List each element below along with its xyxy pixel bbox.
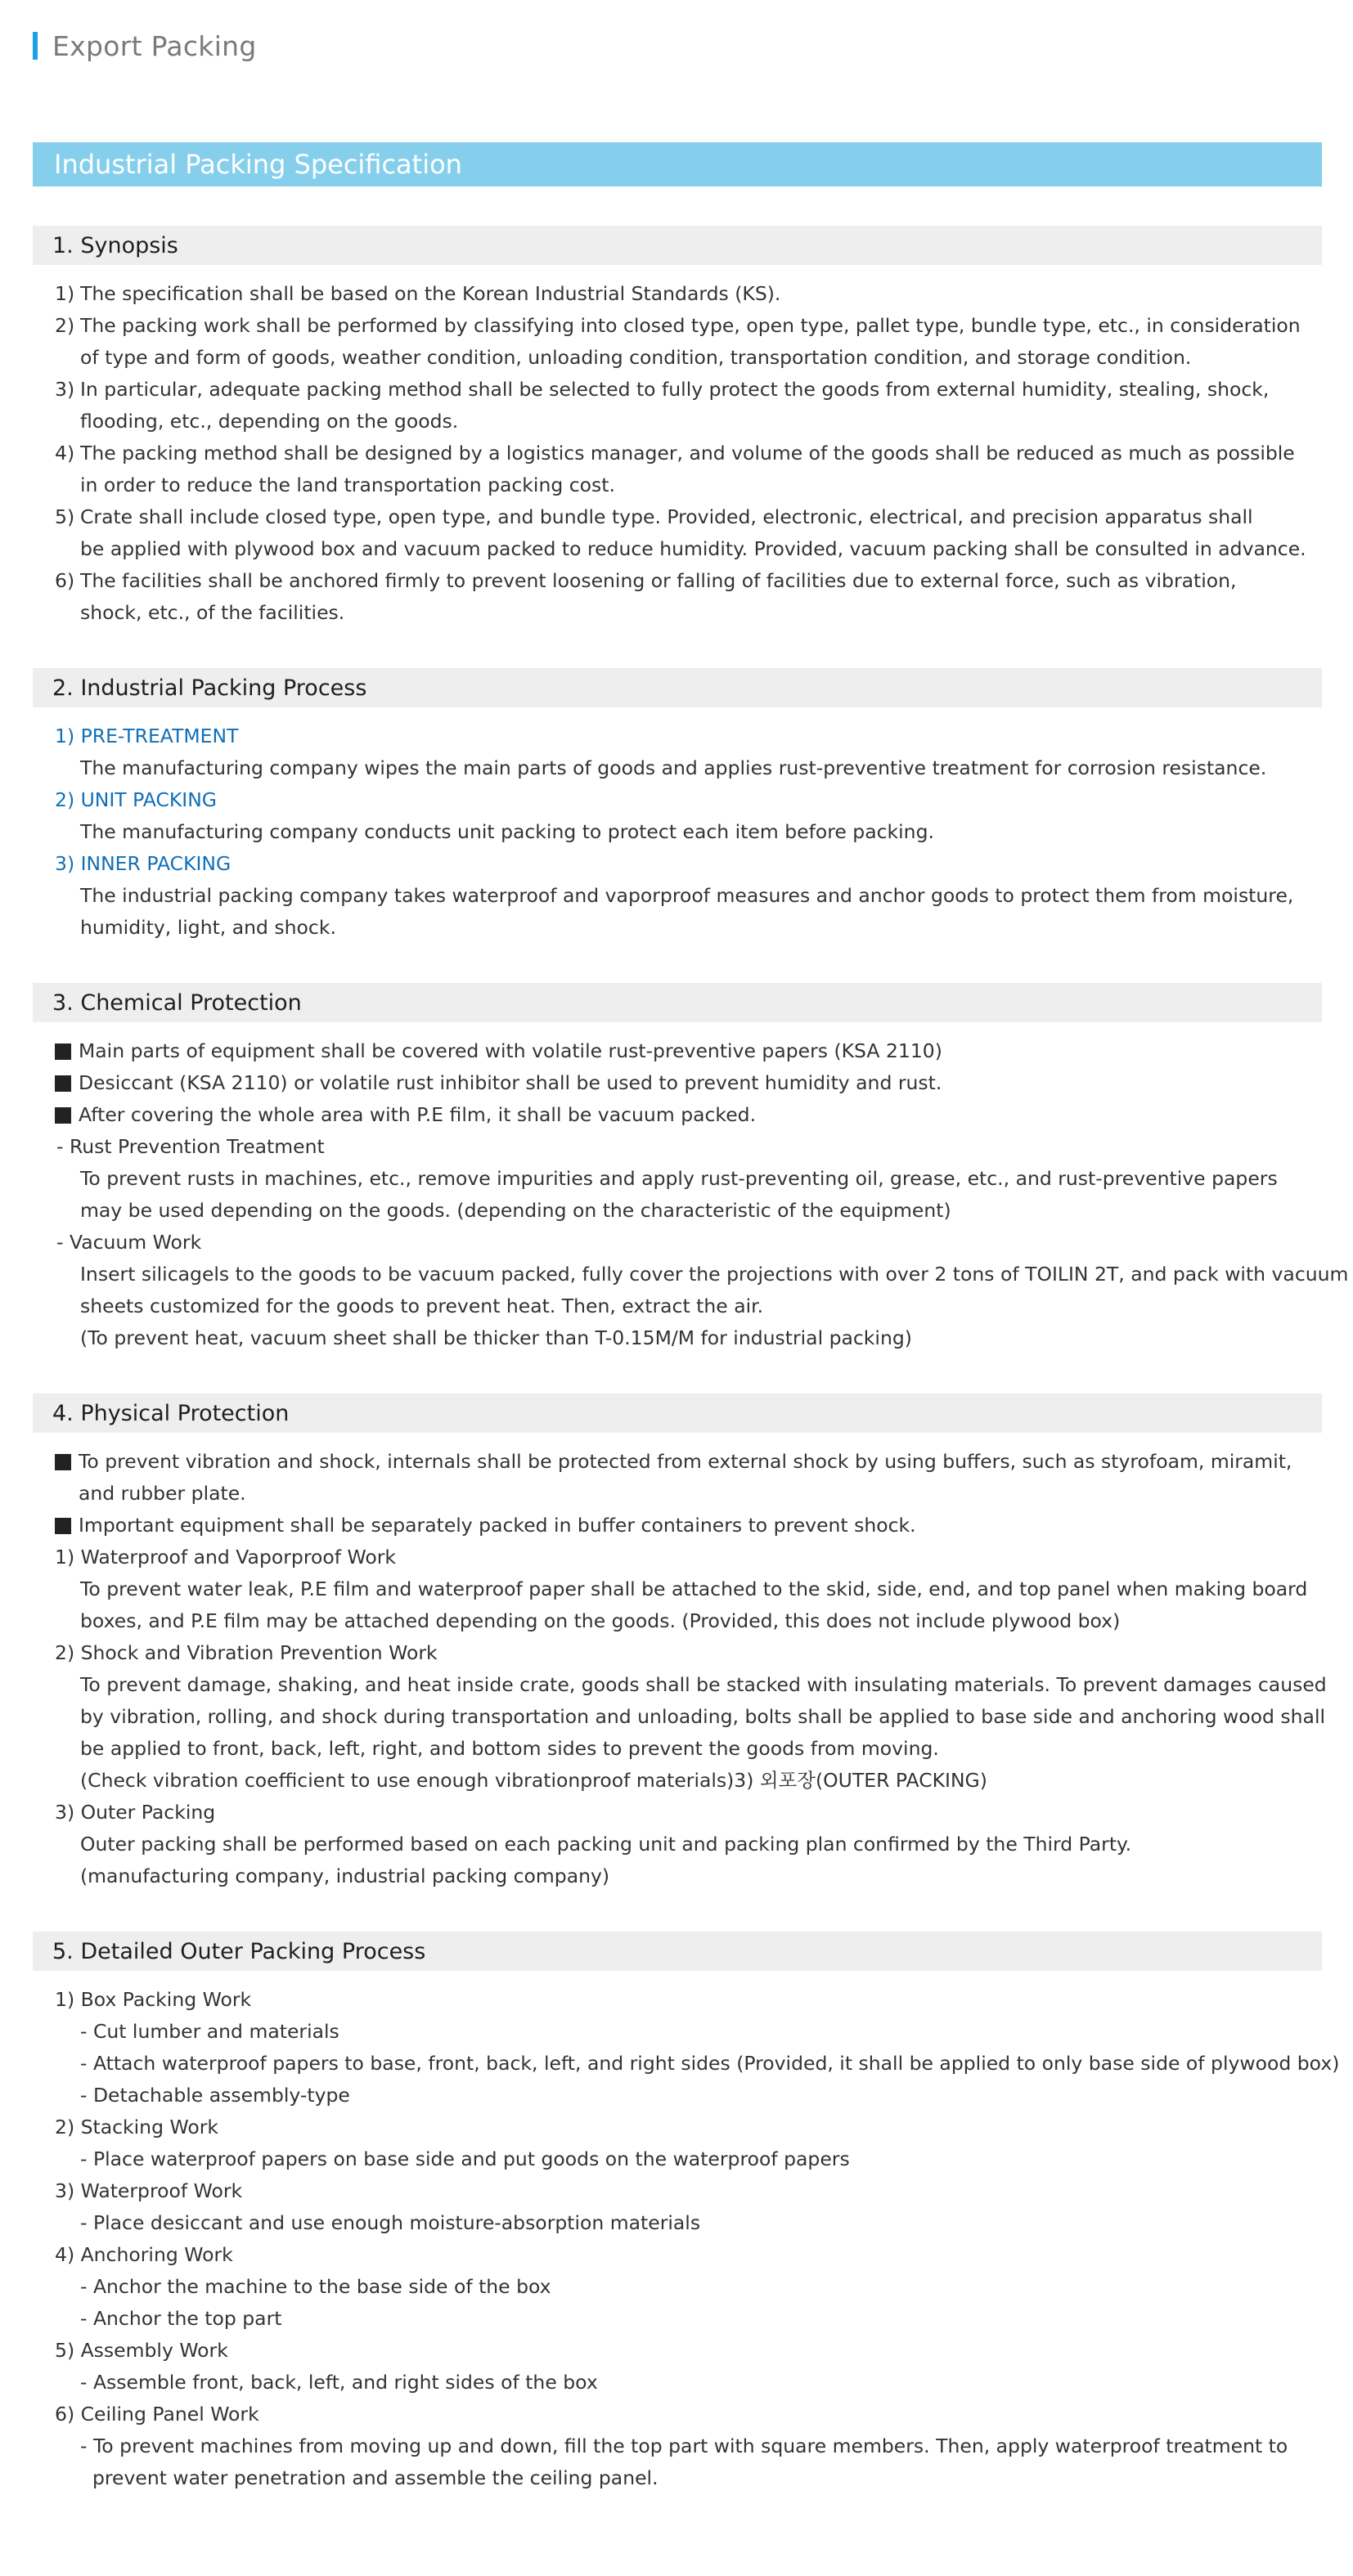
square-bullet-icon: [55, 1518, 71, 1534]
page-header: [33, 29, 257, 62]
item-number: 1): [55, 282, 75, 305]
sub-item-text: Outer packing shall be performed based on each packing unit and packing plan confirmed by the Third Party.: [80, 1833, 1132, 1856]
sub-item-text: (To prevent heat, vacuum sheet shall be thicker than T-0.15M/M for industrial packing): [80, 1326, 912, 1349]
sub-item-text: may be used depending on the goods. (depending on the characteristic of the equipment): [80, 1199, 951, 1222]
bullet-item: [55, 1510, 1322, 1542]
list-item-line: [55, 565, 1322, 597]
item-number: 6): [55, 569, 75, 592]
item-number: [55, 342, 80, 374]
bullet-item: [55, 1446, 1322, 1478]
item-text: The packing method shall be designed by a logistics manager, and volume of the goods shall be reduced as much as possible: [80, 442, 1295, 464]
process-group-step: - Attach waterproof papers to base, front, back, left, and right sides (Provided, it shall be applied to only base side of plywood box): [80, 2052, 1340, 2075]
process-group-step: - To prevent machines from moving up and down, fill the top part with square members. Then, apply waterproof treatment to: [80, 2435, 1288, 2457]
process-group-title: 2) Stacking Work: [55, 2116, 218, 2138]
header-accent-bar: [33, 32, 38, 60]
list-item-line: [55, 406, 1322, 438]
sub-item-text: sheets customized for the goods to prevent heat. Then, extract the air.: [80, 1295, 764, 1317]
item-number: 2): [55, 314, 75, 337]
item-text: flooding, etc., depending on the goods.: [80, 410, 459, 433]
item-text: The specification shall be based on the Korean Industrial Standards (KS).: [80, 282, 781, 305]
section-body: [33, 1971, 1340, 2494]
item-number: 5): [55, 505, 75, 528]
item-number: 4): [55, 442, 75, 464]
item-number: [55, 406, 80, 438]
section-body: [33, 265, 1322, 629]
item-text: Crate shall include closed type, open type, and bundle type. Provided, electronic, electrical, and precision apparatus shall: [80, 505, 1253, 528]
square-bullet-icon: [55, 1454, 71, 1470]
section-physical-protection: [33, 1393, 1327, 1892]
item-text: be applied with plywood box and vacuum packed to reduce humidity. Provided, vacuum packing shall be consulted in advance.: [80, 537, 1306, 560]
list-item-line: [55, 533, 1322, 565]
sub-item-title: - Rust Prevention Treatment: [56, 1135, 325, 1158]
process-group-step: - Detachable assembly-type: [80, 2084, 350, 2107]
list-item-line: [55, 438, 1322, 469]
item-number: [55, 533, 80, 565]
list-item-line: [55, 597, 1322, 629]
sub-item-title: - Vacuum Work: [56, 1231, 202, 1254]
sub-item-text: by vibration, rolling, and shock during transportation and unloading, bolts shall be applied to base side and anchoring wood shall: [80, 1705, 1326, 1728]
process-step-title: 3) INNER PACKING: [55, 852, 231, 875]
process-group-title: 5) Assembly Work: [55, 2339, 228, 2362]
square-bullet-icon: [55, 1107, 71, 1124]
item-text: in order to reduce the land transportation packing cost.: [80, 473, 615, 496]
sub-item-text: (manufacturing company, industrial packing company): [80, 1865, 610, 1887]
list-item-line: [55, 374, 1322, 406]
sub-item-text: To prevent rusts in machines, etc., remove impurities and apply rust-preventing oil, grease, etc., and rust-preventive papers: [80, 1167, 1278, 1190]
section-chemical-protection: [33, 983, 1349, 1354]
list-item-line: [55, 342, 1322, 374]
sub-item-text: Insert silicagels to the goods to be vacuum packed, fully cover the projections with over 2 tons of TOILIN 2T, and pack with vacuum: [80, 1263, 1349, 1286]
process-step-text: The manufacturing company wipes the main parts of goods and applies rust-preventive treatment for corrosion resistance.: [80, 756, 1267, 779]
bullet-text: Main parts of equipment shall be covered with volatile rust-preventive papers (KSA 2110): [79, 1039, 942, 1062]
section-packing-process: [33, 668, 1322, 944]
section-title: 4. Physical Protection: [33, 1393, 1322, 1433]
item-text: shock, etc., of the facilities.: [80, 601, 345, 624]
section-body: [33, 1433, 1327, 1892]
bullet-item: [55, 1035, 1322, 1067]
bullet-text: and rubber plate.: [79, 1482, 246, 1505]
item-number: [55, 597, 80, 629]
sub-item-text: boxes, and P.E film may be attached depending on the goods. (Provided, this does not include plywood box): [80, 1609, 1121, 1632]
section-synopsis: [33, 226, 1322, 629]
process-group-step: - Place waterproof papers on base side and put goods on the waterproof papers: [80, 2147, 850, 2170]
sub-item-text: (Check vibration coefficient to use enough vibrationproof materials)3) 외포장(OUTER PACKING): [80, 1769, 987, 1792]
process-group-step: - Anchor the top part: [80, 2307, 282, 2330]
process-group-title: 3) Waterproof Work: [55, 2179, 243, 2202]
process-step-text: The manufacturing company conducts unit packing to protect each item before packing.: [80, 820, 934, 843]
list-item-line: [55, 278, 1322, 310]
sub-item-title: 2) Shock and Vibration Prevention Work: [55, 1641, 438, 1664]
item-text: of type and form of goods, weather condition, unloading condition, transportation condition, and storage condition.: [80, 346, 1192, 369]
sub-item-text: To prevent damage, shaking, and heat inside crate, goods shall be stacked with insulating materials. To prevent damages caused: [80, 1673, 1327, 1696]
list-item-line: [55, 310, 1322, 342]
section-title: 3. Chemical Protection: [33, 983, 1322, 1022]
section-title: 1. Synopsis: [33, 226, 1322, 265]
bullet-text: Important equipment shall be separately packed in buffer containers to prevent shock.: [79, 1514, 916, 1537]
section-title: 5. Detailed Outer Packing Process: [33, 1932, 1322, 1971]
bullet-text: To prevent vibration and shock, internals shall be protected from external shock by using buffers, such as styrofoam, miramit,: [79, 1450, 1292, 1473]
process-step-title: 1) PRE-TREATMENT: [55, 725, 239, 747]
bullet-item: [55, 1099, 1322, 1131]
square-bullet-icon: [55, 1075, 71, 1092]
page-title: Export Packing: [52, 29, 257, 62]
section-body: [33, 707, 1322, 944]
list-item-line: [55, 469, 1322, 501]
sub-item-title: 3) Outer Packing: [55, 1801, 216, 1824]
process-group-step: - Cut lumber and materials: [80, 2020, 339, 2043]
bullet-item: [55, 1478, 1322, 1510]
process-group-step: - Assemble front, back, left, and right sides of the box: [80, 2371, 598, 2394]
sub-item-title: 1) Waterproof and Vaporproof Work: [55, 1546, 396, 1568]
bullet-item: [55, 1067, 1322, 1099]
item-text: The packing work shall be performed by classifying into closed type, open type, pallet type, bundle type, etc., in consideration: [80, 314, 1301, 337]
bullet-text: After covering the whole area with P.E film, it shall be vacuum packed.: [79, 1103, 757, 1126]
spec-sections: [33, 226, 1349, 2533]
section-title: 2. Industrial Packing Process: [33, 668, 1322, 707]
process-step-text: humidity, light, and shock.: [80, 916, 336, 939]
process-step-title: 2) UNIT PACKING: [55, 788, 217, 811]
specification-banner: Industrial Packing Specification: [33, 142, 1322, 186]
process-step-text: The industrial packing company takes waterproof and vaporproof measures and anchor goods to protect them from moisture,: [80, 884, 1294, 907]
sub-item-text: be applied to front, back, left, right, and bottom sides to prevent the goods from moving.: [80, 1737, 939, 1760]
process-group-title: 6) Ceiling Panel Work: [55, 2403, 259, 2426]
bullet-text: Desiccant (KSA 2110) or volatile rust inhibitor shall be used to prevent humidity and rust.: [79, 1071, 942, 1094]
process-group-title: 4) Anchoring Work: [55, 2243, 233, 2266]
item-text: The facilities shall be anchored firmly to prevent loosening or falling of facilities due to external force, such as vibration,: [80, 569, 1237, 592]
process-group-step: prevent water penetration and assemble the ceiling panel.: [80, 2466, 659, 2489]
square-bullet-icon: [55, 1043, 71, 1060]
section-outer-packing-process: [33, 1932, 1340, 2494]
sub-item-text: To prevent water leak, P.E film and waterproof paper shall be attached to the skid, side, end, and top panel when making board: [80, 1577, 1308, 1600]
process-group-step: - Anchor the machine to the base side of the box: [80, 2275, 551, 2298]
item-number: 3): [55, 378, 75, 401]
list-item-line: [55, 501, 1322, 533]
process-group-step: - Place desiccant and use enough moisture-absorption materials: [80, 2211, 701, 2234]
item-number: [55, 469, 80, 501]
process-group-title: 1) Box Packing Work: [55, 1988, 252, 2011]
section-body: [33, 1022, 1349, 1354]
item-text: In particular, adequate packing method shall be selected to fully protect the goods from external humidity, stealing, shock,: [80, 378, 1270, 401]
